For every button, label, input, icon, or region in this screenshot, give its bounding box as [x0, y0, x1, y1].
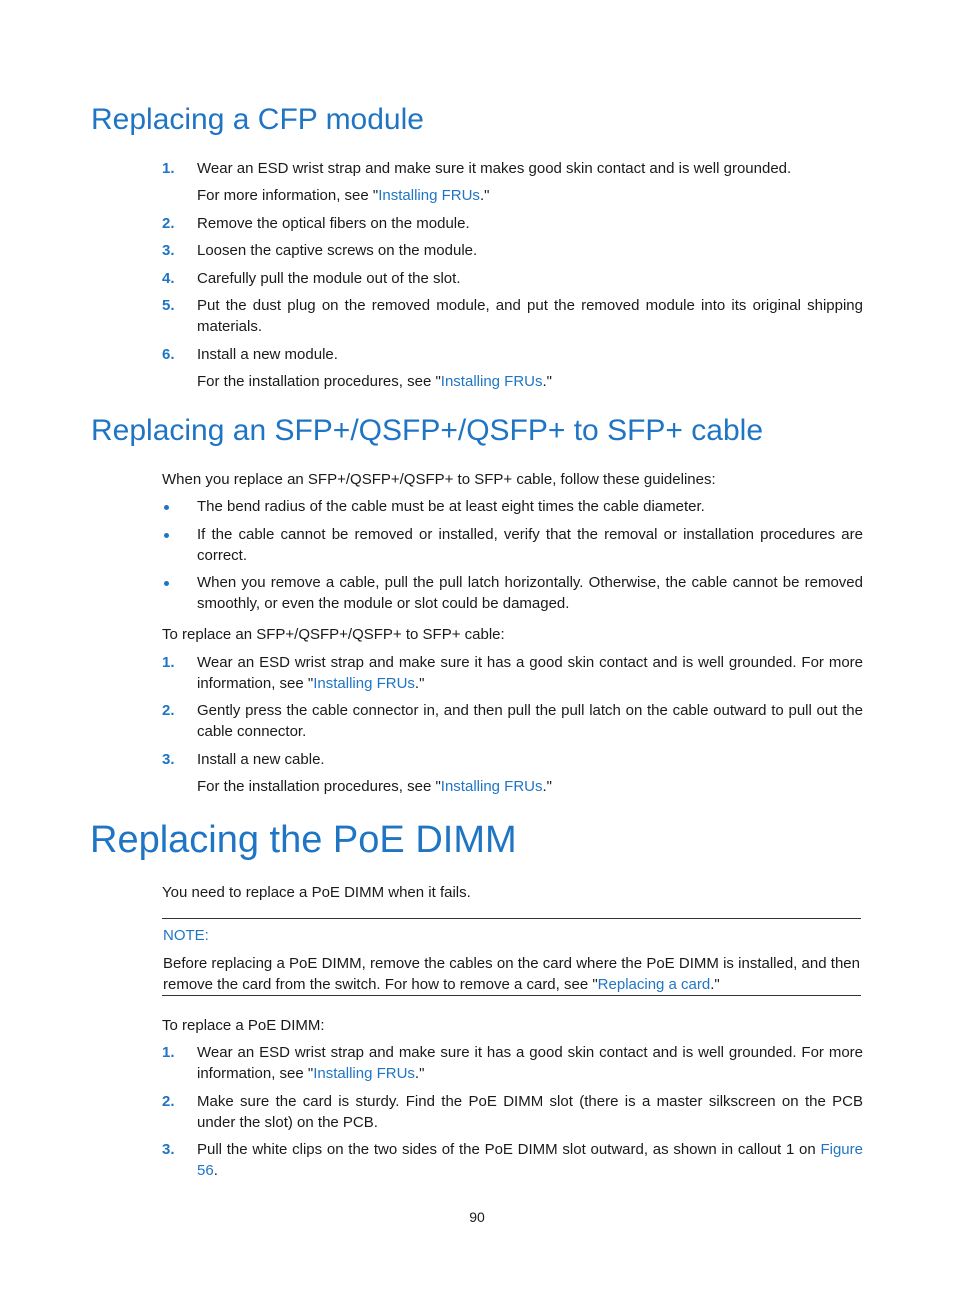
step-text: Remove the optical fibers on the module.	[197, 215, 470, 232]
step-text: Loosen the captive screws on the module.	[197, 242, 478, 259]
step-number: 6.	[162, 346, 175, 363]
step-text: Install a new cable.	[197, 751, 325, 768]
step-text: Wear an ESD wrist strap and make sure it has a good skin contact and is well grounded. For more information, see "Installing FRUs."	[197, 654, 863, 692]
step-number: 2.	[162, 215, 175, 232]
section-intro: You need to replace a PoE DIMM when it fails.	[162, 884, 471, 901]
bullet-icon	[164, 533, 169, 538]
installing-frus-link[interactable]: Installing FRUs	[313, 675, 415, 692]
step-text: Gently press the cable connector in, and then pull the pull latch on the cable outward to pull out the cable connector.	[197, 702, 863, 740]
bullet-icon	[164, 581, 169, 586]
step-number: 1.	[162, 654, 175, 671]
bullet-text: If the cable cannot be removed or installed, verify that the removal or installation procedures are correct.	[197, 526, 863, 564]
step-text: Wear an ESD wrist strap and make sure it makes good skin contact and is well grounded.	[197, 160, 792, 177]
installing-frus-link[interactable]: Installing FRUs	[313, 1065, 415, 1082]
step-number: 5.	[162, 297, 175, 314]
bullet-text: The bend radius of the cable must be at least eight times the cable diameter.	[197, 498, 705, 515]
step-sub-text: For the installation procedures, see "Installing FRUs."	[197, 778, 552, 795]
step-number: 1.	[162, 1044, 175, 1061]
note-bottom-rule	[162, 995, 861, 996]
step-number: 1.	[162, 160, 175, 177]
step-text: Pull the white clips on the two sides of the PoE DIMM slot outward, as shown in callout 1 on Figure 56.	[197, 1141, 863, 1179]
installing-frus-link[interactable]: Installing FRUs	[440, 778, 543, 795]
step-text: Make sure the card is sturdy. Find the PoE DIMM slot (there is a master silkscreen on the PCB under the slot) on the PCB.	[197, 1093, 863, 1131]
step-number: 4.	[162, 270, 175, 287]
step-number: 2.	[162, 702, 175, 719]
bullet-icon	[164, 505, 169, 510]
installing-frus-link[interactable]: Installing FRUs	[378, 187, 480, 204]
chapter-heading-poe: Replacing the PoE DIMM	[90, 819, 517, 861]
procedure-lead: To replace an SFP+/QSFP+/QSFP+ to SFP+ cable:	[162, 626, 505, 643]
step-number: 2.	[162, 1093, 175, 1110]
step-sub-text: For the installation procedures, see "Installing FRUs."	[197, 373, 552, 390]
step-text: Install a new module.	[197, 346, 338, 363]
bullet-text: When you remove a cable, pull the pull latch horizontally. Otherwise, the cable cannot be removed smoothly, or even the module or slot could be damaged.	[197, 574, 863, 612]
step-text: Wear an ESD wrist strap and make sure it has a good skin contact and is well grounded. For more information, see "Installing FRUs."	[197, 1044, 863, 1082]
note-label: NOTE:	[163, 927, 209, 944]
step-sub-text: For more information, see "Installing FRUs."	[197, 187, 490, 204]
section-intro: When you replace an SFP+/QSFP+/QSFP+ to SFP+ cable, follow these guidelines:	[162, 471, 716, 488]
note-text: Before replacing a PoE DIMM, remove the cables on the card where the PoE DIMM is installed, and then remove the card from the switch. For how to remove a card, see "Replacing a card."	[163, 955, 860, 993]
section-heading-cfp: Replacing a CFP module	[91, 103, 424, 136]
page-number: 90	[469, 1209, 485, 1225]
figure-56-link[interactable]: Figure 56	[197, 1141, 863, 1179]
step-text: Put the dust plug on the removed module, and put the removed module into its original shipping materials.	[197, 297, 863, 335]
procedure-lead: To replace a PoE DIMM:	[162, 1017, 325, 1034]
installing-frus-link[interactable]: Installing FRUs	[440, 373, 543, 390]
section-heading-sfp: Replacing an SFP+/QSFP+/QSFP+ to SFP+ cable	[91, 414, 763, 447]
step-text: Carefully pull the module out of the slot.	[197, 270, 461, 287]
step-number: 3.	[162, 1141, 175, 1158]
step-number: 3.	[162, 242, 175, 259]
step-number: 3.	[162, 751, 175, 768]
replacing-a-card-link[interactable]: Replacing a card	[597, 976, 711, 993]
note-top-rule	[162, 918, 861, 919]
